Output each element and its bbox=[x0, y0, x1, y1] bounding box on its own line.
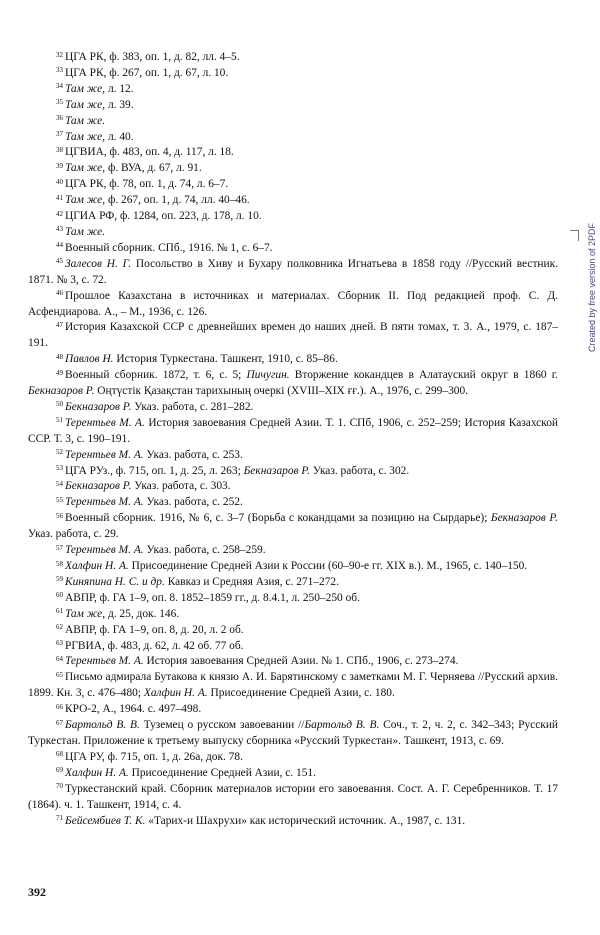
footnote-37 bbox=[28, 130, 558, 146]
footnote-38 bbox=[28, 145, 558, 161]
footnote-text: Вторжение кокандцев в Алатауский округ в 1860 г. bbox=[289, 369, 558, 382]
footnote-text: ЦГА РК, ф. 267, оп. 1, д. 67, л. 10. bbox=[65, 66, 229, 79]
footnote-author: Терентьев М. А. bbox=[65, 544, 144, 557]
footnote-number: 44 bbox=[56, 241, 63, 250]
footnote-author: Бекназаров Р. bbox=[65, 400, 132, 413]
footnote-58 bbox=[28, 559, 558, 575]
footnote-47 bbox=[28, 320, 558, 352]
footnote-author: Там же. bbox=[65, 114, 106, 127]
footnote-number: 45 bbox=[56, 257, 63, 266]
footnote-author: Халфин Н. А. bbox=[65, 766, 129, 779]
footnote-68 bbox=[28, 750, 558, 766]
footnote-author: Бартольд В. В. bbox=[65, 719, 140, 732]
footnote-number: 67 bbox=[56, 718, 63, 727]
footnote-text: ЦГВИА, ф. 483, оп. 4, д. 117, л. 18. bbox=[65, 146, 234, 159]
footnote-45 bbox=[28, 257, 558, 289]
footnote-63 bbox=[28, 639, 558, 655]
footnote-author: Там же bbox=[65, 607, 103, 620]
footnote-text: Присоединение Средней Азии к России (60–90-е гг. XIX в.). М., 1965, с. 140–150. bbox=[128, 560, 528, 572]
footnote-number: 40 bbox=[56, 177, 63, 186]
footnote-34 bbox=[28, 82, 558, 98]
margin-mark bbox=[570, 230, 579, 241]
footnote-number: 60 bbox=[56, 591, 63, 600]
footnote-author: Бейсембиев Т. К. bbox=[65, 814, 146, 827]
footnote-33 bbox=[28, 66, 558, 82]
footnote-number: 68 bbox=[56, 750, 63, 759]
footnote-text: , л. 12. bbox=[102, 82, 134, 95]
footnote-author: Там же bbox=[65, 194, 103, 207]
footnote-author: Терентьев М. А. bbox=[65, 416, 145, 429]
footnote-number: 51 bbox=[56, 416, 63, 425]
footnote-64 bbox=[28, 654, 558, 670]
footnote-text: История Туркестана. Ташкент, 1910, с. 85–86. bbox=[113, 353, 338, 366]
footnote-32 bbox=[28, 50, 558, 66]
footnote-41 bbox=[28, 193, 558, 209]
footnote-number: 35 bbox=[56, 98, 63, 107]
footnote-text: Присоединение Средней Азии, с. 151. bbox=[128, 766, 316, 779]
footnote-number: 42 bbox=[56, 209, 63, 218]
footnote-number: 49 bbox=[56, 368, 63, 377]
footnote-51 bbox=[28, 416, 558, 448]
footnote-text: , ф. 267, оп. 1, д. 74, лл. 40–46. bbox=[102, 194, 250, 207]
footnote-number: 52 bbox=[56, 448, 63, 457]
footnote-number: 59 bbox=[56, 575, 63, 584]
footnote-number: 41 bbox=[56, 193, 63, 202]
footnote-text: Указ. работа, с. 303. bbox=[131, 480, 231, 493]
footnote-number: 50 bbox=[56, 400, 63, 409]
footnote-39 bbox=[28, 161, 558, 177]
footnote-text: Указ. работа, с. 252. bbox=[143, 496, 243, 509]
footnote-author: Киняпина Н. С. и др. bbox=[65, 575, 165, 588]
footnote-author: Терентьев М. А. bbox=[65, 655, 144, 668]
footnote-author: Там же. bbox=[65, 225, 106, 238]
footnote-number: 46 bbox=[56, 289, 63, 298]
footnote-number: 56 bbox=[56, 511, 63, 520]
footnote-text: Указ. работа, с. 302. bbox=[310, 464, 410, 477]
footnote-number: 65 bbox=[56, 670, 63, 679]
footnote-number: 63 bbox=[56, 639, 63, 648]
footnote-number: 71 bbox=[56, 814, 63, 822]
footnote-text: История завоевания Средней Азии. № 1. СПб., 1906, с. 273–274. bbox=[143, 655, 459, 668]
footnote-text: РГВИА, ф. 483, д. 62, л. 42 об. 77 об. bbox=[65, 639, 244, 652]
footnote-number: 39 bbox=[56, 161, 63, 170]
footnote-text: ЦГА РУ, ф. 715, оп. 1, д. 26а, док. 78. bbox=[65, 750, 243, 763]
footnote-text: Военный сборник. 1872, т. 6, с. 5; bbox=[65, 369, 247, 382]
footnote-text: Военный сборник. СПб., 1916. № 1, с. 6–7. bbox=[65, 241, 273, 254]
footnote-author: Халфин Н. А. bbox=[65, 560, 129, 572]
watermark: Created by free version of 2PDF bbox=[587, 222, 597, 352]
footnote-number: 36 bbox=[56, 114, 63, 123]
footnote-71 bbox=[28, 814, 558, 830]
footnote-text: ЦГА РК, ф. 78, оп. 1, д. 74, л. 6–7. bbox=[65, 178, 229, 191]
footnote-42 bbox=[28, 209, 558, 225]
footnote-43 bbox=[28, 225, 558, 241]
footnote-35 bbox=[28, 98, 558, 114]
footnote-author: Там же bbox=[65, 82, 103, 95]
footnote-author: Бартольд В. В. bbox=[304, 719, 380, 732]
footnote-author: Там же bbox=[65, 98, 103, 111]
footnote-text: ЦГА РУз., ф. 715, оп. 1, д. 25, л. 263; bbox=[65, 464, 244, 477]
footnote-author: Залесов Н. Г. bbox=[65, 257, 132, 270]
footnote-text: Присоединение Средней Азии, с. 180. bbox=[207, 687, 395, 700]
footnote-number: 70 bbox=[56, 782, 63, 791]
footnote-number: 43 bbox=[56, 225, 63, 234]
footnote-author: Там же bbox=[65, 162, 103, 175]
footnote-text: АВПР, ф. ГА 1–9, оп. 8, д. 20, л. 2 об. bbox=[65, 623, 244, 636]
footnote-text: , л. 39. bbox=[102, 98, 134, 111]
footnote-48 bbox=[28, 352, 558, 368]
footnote-author: Бекназаров Р. bbox=[28, 385, 95, 398]
footnote-author: Бекназаров Р. bbox=[243, 464, 311, 477]
footnote-number: 61 bbox=[56, 607, 63, 616]
footnote-number: 34 bbox=[56, 82, 63, 91]
footnote-44 bbox=[28, 241, 558, 257]
footnote-65 bbox=[28, 670, 558, 702]
footnote-54 bbox=[28, 479, 558, 495]
footnote-69 bbox=[28, 766, 558, 782]
footnote-56 bbox=[28, 511, 558, 543]
footnote-author: Терентьев М. А. bbox=[65, 496, 144, 509]
footnote-text: ЦГИА РФ, ф. 1284, оп. 223, д. 178, л. 10. bbox=[65, 210, 262, 223]
footnote-text: Указ. работа, с. 281–282. bbox=[131, 400, 254, 413]
footnote-62 bbox=[28, 623, 558, 639]
footnote-57 bbox=[28, 543, 558, 559]
footnote-40 bbox=[28, 177, 558, 193]
footnote-49 bbox=[28, 368, 558, 400]
footnote-number: 37 bbox=[56, 130, 63, 139]
footnote-70 bbox=[28, 782, 558, 814]
footnote-author: Халфин Н. А. bbox=[143, 687, 208, 700]
footnote-46 bbox=[28, 289, 558, 321]
footnote-author: Бекназаров Р. bbox=[65, 480, 132, 493]
footnote-text: Военный сборник. 1916, № 6, с. 3–7 (Борьба с кокандцами за позицию на Сырдарье); bbox=[65, 512, 491, 525]
footnote-author: Пичугин. bbox=[246, 369, 290, 382]
footnote-author: Терентьев М. А. bbox=[65, 448, 144, 461]
footnote-61 bbox=[28, 607, 558, 623]
footnote-number: 64 bbox=[56, 654, 63, 663]
footnote-53 bbox=[28, 464, 558, 480]
footnote-author: Там же bbox=[65, 130, 103, 143]
footnote-66 bbox=[28, 702, 558, 718]
footnote-text: , ф. ВУА, д. 67, л. 91. bbox=[102, 162, 202, 175]
footnote-55 bbox=[28, 495, 558, 511]
footnote-author: Павлов Н. bbox=[65, 353, 114, 366]
footnote-text: Туземец о русском завоевании // bbox=[139, 719, 305, 732]
footnote-text: Посольство в Хиву и Бухару полковника Игнатьева в 1858 году //Русский вестник. 1871. № 3, с. 72. bbox=[28, 257, 558, 286]
footnote-number: 55 bbox=[56, 495, 63, 504]
footnote-text: Указ. работа, с. 29. bbox=[28, 528, 119, 541]
footnote-59 bbox=[28, 575, 558, 591]
footnote-text: АВПР, ф. ГА 1–9, оп. 8. 1852–1859 гг., д. 8.4.1, л. 250–250 об. bbox=[65, 591, 360, 604]
footnote-text: История Казахской ССР с древнейших времен до наших дней. В пяти томах, т. 3. А., 1979, с. 187–191. bbox=[28, 321, 558, 350]
footnote-number: 66 bbox=[56, 702, 63, 711]
footnote-text: , л. 40. bbox=[102, 130, 134, 143]
footnote-text: Указ. работа, с. 253. bbox=[143, 448, 243, 461]
footnote-text: Оңтүстік Қазақстан тарихының очеркі (XVIII–XIX ғғ.). А., 1976, с. 299–300. bbox=[94, 385, 469, 398]
footnote-number: 53 bbox=[56, 464, 63, 473]
footnote-50 bbox=[28, 400, 558, 416]
footnote-text: Соч., т. 2, ч. 2, с. 342–343; Русский Туркестан. Приложение к третьему выпуску сборника «Русский Туркестан». Ташкент, 1913, с. 69. bbox=[28, 719, 559, 747]
footnote-number: 58 bbox=[56, 559, 63, 568]
footnote-number: 38 bbox=[56, 145, 63, 154]
footnote-number: 62 bbox=[56, 623, 63, 632]
footnote-number: 48 bbox=[56, 352, 63, 361]
footnote-number: 57 bbox=[56, 543, 63, 552]
footnote-text: Кавказ и Средняя Азия, с. 271–272. bbox=[164, 575, 339, 588]
footnote-36 bbox=[28, 114, 558, 130]
footnote-67 bbox=[28, 718, 558, 750]
footnote-text: Письмо адмирала Бутакова к князю А. И. Барятинскому с заметками М. Г. Черняева //Русский архив. 1899. Кн. 3, с. 476–480; bbox=[28, 671, 558, 700]
footnote-text: КРО-2, А., 1964. с. 497–498. bbox=[65, 703, 202, 716]
footnote-text: История завоевания Средней Азии. Т. 1. СПб, 1906, с. 252–259; История Казахской ССР. Т. 3, с. 190–191. bbox=[28, 416, 558, 445]
footnote-text: Туркестанский край. Сборник материалов истории его завоевания. Сост. А. Г. Серебренников. Т. 17 (1864). ч. 1. Ташкент, 1914, с. 4. bbox=[28, 782, 558, 811]
footnote-text: , д. 25, док. 146. bbox=[102, 607, 180, 620]
footnote-number: 32 bbox=[56, 50, 63, 59]
footnote-52 bbox=[28, 448, 558, 464]
footnote-number: 47 bbox=[56, 320, 63, 329]
footnote-text: ЦГА РК, ф. 383, оп. 1, д. 82, лл. 4–5. bbox=[65, 51, 240, 63]
footnote-text: Указ. работа, с. 258–259. bbox=[143, 544, 266, 557]
footnote-number: 69 bbox=[56, 766, 63, 775]
footnotes-list bbox=[28, 50, 558, 829]
footnote-author: Бекназаров Р. bbox=[490, 512, 558, 525]
footnote-number: 54 bbox=[56, 479, 63, 488]
page-number: 392 bbox=[28, 885, 46, 899]
footnote-number: 33 bbox=[56, 66, 63, 75]
footnote-60 bbox=[28, 591, 558, 607]
footnote-text: Прошлое Казахстана в источниках и материалах. Сборник II. Под редакцией проф. С. Д. Асфендиарова. А., – М., 1936, с. 126. bbox=[28, 289, 558, 318]
footnote-text: «Тарих-и Шахрухи» как исторический источник. А., 1987, с. 131. bbox=[145, 814, 466, 827]
